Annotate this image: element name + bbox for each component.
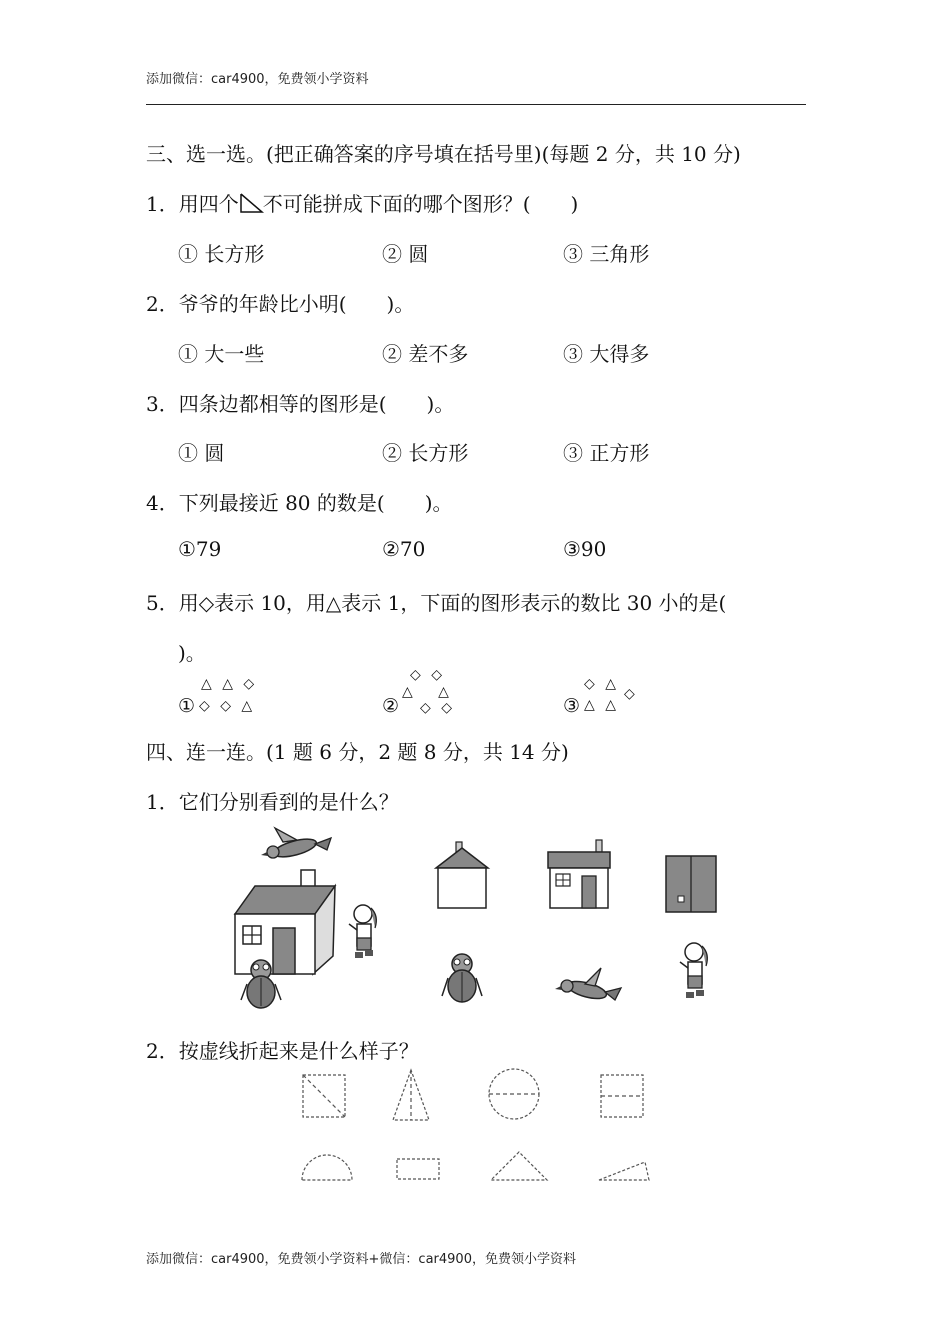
q1-text-pre: 1．用四个 [146, 192, 239, 216]
q1-option-1[interactable]: ① 长方形 [178, 242, 265, 266]
q5-option-2-mid-row: △ △ [402, 684, 452, 700]
section4-title: 四、连一连。(1 题 6 分，2 题 8 分，共 14 分) [146, 740, 569, 764]
front-view-house-icon [434, 842, 494, 912]
q3-option-2[interactable]: ② 长方形 [382, 441, 469, 465]
page-footer: 添加微信：car4900，免费领小学资料+微信：car4900，免费领小学资料 [146, 1252, 576, 1267]
q5-option-2-number[interactable]: ② [382, 695, 400, 717]
house-icon [235, 870, 335, 974]
q5-option-3-mid-row: ◇ [624, 686, 638, 702]
rectangle-fold-icon [600, 1074, 646, 1120]
q5-option-1-top-row: △ △ ◇ [201, 676, 258, 692]
q1-line [146, 188, 578, 217]
right-triangle-icon [239, 193, 263, 213]
q2-option-2[interactable]: ② 差不多 [382, 342, 469, 366]
square-diagonal-fold-icon [302, 1074, 348, 1120]
q5-option-2-bottom-row: ◇ ◇ [420, 700, 455, 716]
child-icon [349, 905, 376, 958]
semicircle-icon [300, 1152, 356, 1184]
q3-option-1[interactable]: ① 圆 [178, 441, 225, 465]
q5-text-continued: )。 [178, 641, 206, 665]
q4-option-2[interactable]: ②70 [382, 537, 426, 561]
page-header: 添加微信：car4900，免费领小学资料 [146, 72, 369, 87]
circle-fold-icon [488, 1068, 544, 1124]
q5-option-1-bottom-row: ◇ ◇ △ [199, 698, 256, 714]
q5-text: 5．用◇表示 10，用△表示 1，下面的图形表示的数比 30 小的是( [146, 591, 727, 615]
thin-right-triangle-icon [597, 1160, 653, 1184]
q5-option-3-bottom-row: △ △ [584, 697, 619, 713]
bird-icon [261, 828, 331, 860]
q4-option-1[interactable]: ①79 [178, 537, 222, 561]
header-rule [146, 104, 806, 105]
right-isosceles-triangle-icon [489, 1150, 549, 1182]
bird-icon [555, 966, 625, 1010]
s4-q2-text: 2．按虚线折起来是什么样子？ [146, 1039, 419, 1063]
q5-option-2-top-row: ◇ ◇ [410, 667, 445, 683]
s4-q1-text: 1．它们分别看到的是什么？ [146, 790, 399, 814]
q3-text: 3．四条边都相等的图形是( )。 [146, 392, 455, 416]
q3-option-3[interactable]: ③ 正方形 [563, 441, 650, 465]
cricket-icon [440, 952, 490, 1008]
q5-option-3-number[interactable]: ③ [563, 695, 581, 717]
q2-option-3[interactable]: ③ 大得多 [563, 342, 650, 366]
q1-text-post: 不可能拼成下面的哪个图形？( ) [262, 192, 579, 216]
q5-option-3-top-row: ◇ △ [584, 676, 619, 692]
q1-option-3[interactable]: ③ 三角形 [563, 242, 650, 266]
scene-illustration [225, 824, 405, 1014]
section3-title: 三、选一选。(把正确答案的序号填在括号里)(每题 2 分，共 10 分) [146, 142, 741, 166]
q4-text: 4．下列最接近 80 的数是( )。 [146, 491, 453, 515]
q1-option-2[interactable]: ② 圆 [382, 242, 429, 266]
q2-option-1[interactable]: ① 大一些 [178, 342, 265, 366]
side-view-house-icon [546, 838, 616, 912]
q2-text: 2．爷爷的年龄比小明( )。 [146, 292, 415, 316]
isosceles-triangle-fold-icon [391, 1068, 437, 1122]
q4-option-3[interactable]: ③90 [563, 537, 607, 561]
child-icon [678, 942, 718, 1008]
top-view-house-icon [664, 854, 724, 914]
q5-option-1-number[interactable]: ① [178, 695, 196, 717]
half-rectangle-icon [396, 1158, 442, 1182]
